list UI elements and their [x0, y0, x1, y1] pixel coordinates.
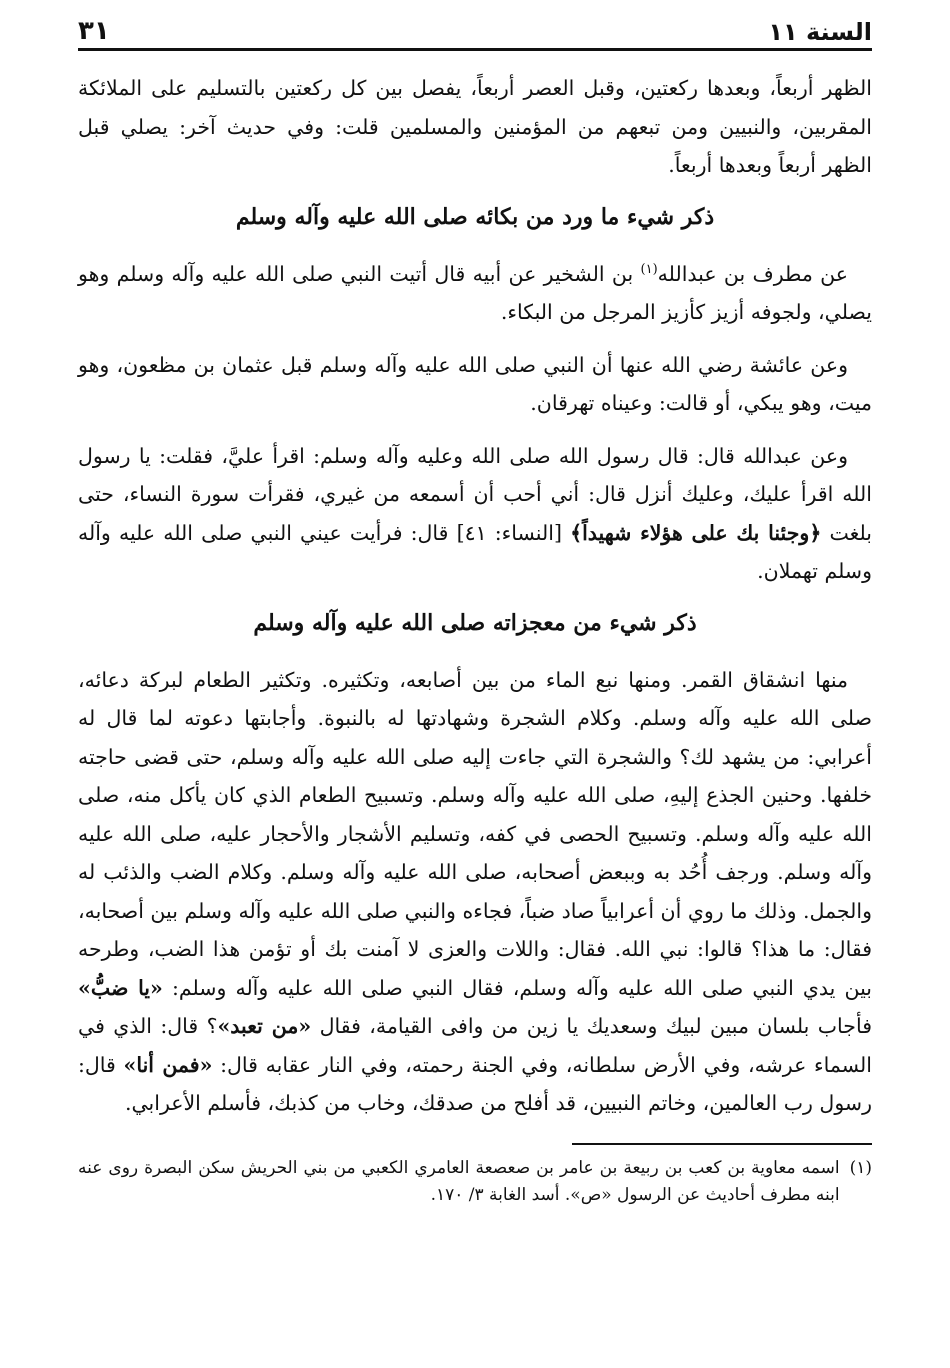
- paragraph: [78, 661, 872, 1123]
- footnote-divider: [572, 1143, 872, 1145]
- section-title-miracles: ذكر شيء من معجزاته صلى الله عليه وآله وسلم: [253, 609, 697, 636]
- footnote-marker: (١): [849, 1157, 872, 1178]
- intro-paragraph: الظهر أربعاً، وبعدها ركعتين، وقبل العصر أربعاً، يفصل بين كل ركعتين بالتسليم على الملائكة المقربين، والنبيين ومن تبعهم من المؤمنين والمسلمين قلت: وفي حديث آخر: يصلي قبل الظهر أربعاً وبعدها أربعاً.: [78, 76, 872, 177]
- text-run: فأجاب بلسان مبين لبيك وسعديك يا زين من وافى القيامة، فقال: [311, 1014, 873, 1038]
- paragraph: [78, 437, 872, 591]
- text-run: قال: رسول رب العالمين، وخاتم النبيين، قد أفلح من صدقك، وخاب من كذبك، فأسلم الأعرابي.: [78, 1052, 872, 1115]
- text-run: ؟ قال: الذي في السماء عرشه، وفي الأرض سلطانه، وفي الجنة رحمته، وفي النار عقابه قال:: [78, 1014, 872, 1077]
- text-run: [النساء: ٤١] قال: فرأيت عيني النبي صلى الله عليه وآله وسلم تهملان.: [78, 520, 872, 583]
- section-title-weeping: ذكر شيء ما ورد من بكائه صلى الله عليه وآله وسلم: [235, 203, 715, 230]
- footnote-ref: (١): [640, 261, 658, 277]
- paragraph: [78, 255, 872, 332]
- paragraph: وعن عائشة رضي الله عنها أن النبي صلى الله عليه وآله وسلم قبل عثمان بن مظعون، وهو ميت، وهو يبكي، أو قالت: وعيناه تهرقان.: [78, 352, 872, 415]
- footnote-text: اسمه معاوية بن كعب بن ربيعة بن عامر بن صعصعة العامري الكعبي من بني الحريش سكن البصرة روى عنه ابنه مطرف أحاديث عن الرسول «ص». أسد الغابة ٣/ ١٧٠.: [78, 1157, 840, 1205]
- page-number: ٣١: [78, 16, 110, 46]
- quran-verse: ﴿وجئنا بك على هؤلاء شهيداً﴾: [570, 520, 822, 545]
- quoted-speech: «فمن أنا»: [123, 1052, 213, 1077]
- quoted-speech: «يا ضبُّ»: [78, 975, 163, 1000]
- footnote: [78, 1155, 872, 1209]
- running-head: السنة ١١: [768, 18, 872, 46]
- page-header: [78, 10, 872, 51]
- text-run: عن مطرف بن عبدالله: [657, 261, 848, 286]
- text-run: وعن عبدالله قال: قال رسول الله صلى الله وعليه وآله وسلم: اقرأ عليَّ، فقلت: يا رسول الله اقرأ عليك، وعليك أنزل قال: أني أحب أن أسمعه من غيري، فقرأت سورة النساء، حتى بلغت: [78, 443, 872, 545]
- page-body: [78, 69, 872, 1209]
- text-run: منها انشقاق القمر. ومنها نبع الماء من بين أصابعه، وتكثيره. وتكثير الطعام لبركة دعائه، صلى الله عليه وآله وسلم. وكلام الشجرة وشهادتها له بالنبوة. وأجابتها دعوته لما قال له أعرابي: من يشهد لك؟ والشجرة التي جاءت إليه صلى الله عليه وآله وسلم، حتى قضى حاجته خلفها. وحنين الجذع إليهِ، صلى الله عليه وآله وسلم. وتسبيح الطعام الذي كان يأكل منه، صلى الله عليه وآله وسلم. وتسبيح الحصى في كفه، وتسليم الأشجار والأحجار عليه، صلى الله عليه وآله وسلم. ورجف أُحُد به وببعض أصحابه، صلى الله عليه وآله وسلم. وكلام الضب والذئب له والجمل. وذلك ما روي أن أعرابياً صاد ضباً، فجاءه والنبي صلى الله عليه وآله وسلم بين أصحابه، فقال: ما هذا؟ قالوا: نبي الله. فقال: واللات والعزى لا آمنت بك أو تؤمن هذا الضب، وطرحه بين يدي النبي صلى الله عليه وآله وسلم، فقال النبي صلى الله عليه وآله وسلم:: [78, 667, 872, 1000]
- quoted-speech: «من تعبد»: [217, 1014, 312, 1038]
- text-run: بن الشخير عن أبيه قال أتيت النبي صلى الله عليه وآله وسلم وهو يصلي، ولجوفه أزيز كأزيز المرجل من البكاء.: [78, 261, 872, 324]
